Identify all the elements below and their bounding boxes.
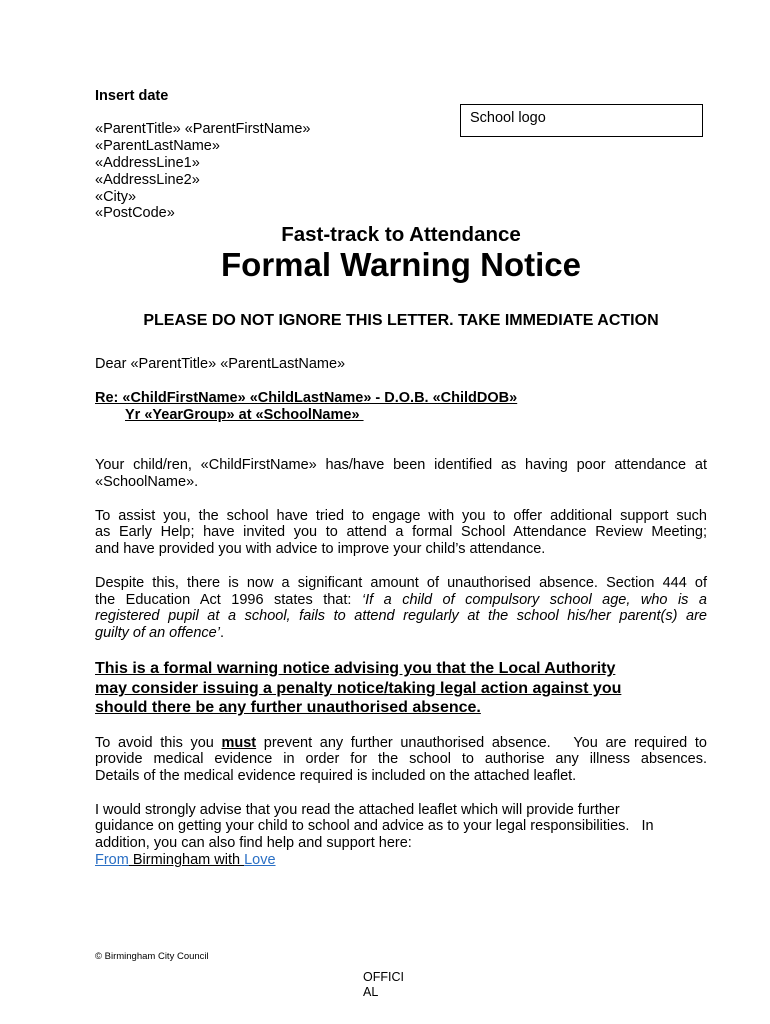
quote-span: ‘If a child of compulsory school age, who is a — [361, 592, 707, 608]
address-line: «AddressLine2» — [95, 172, 200, 188]
text-span: . — [219, 625, 224, 641]
paragraph-line: I would strongly advise that you read the attached leaflet which will provide further — [95, 802, 620, 818]
paragraph-line — [95, 592, 707, 609]
link-middle-text: Birmingham with — [128, 852, 245, 868]
address-line: «PostCode» — [95, 205, 175, 221]
school-logo-label: School logo — [470, 110, 546, 126]
paragraph-line — [95, 735, 707, 752]
paragraph-line: and have provided you with advice to improve your child’s attendance. — [95, 541, 546, 557]
salutation: Dear «ParentTitle» «ParentLastName» — [95, 356, 346, 372]
copyright-notice: © Birmingham City Council — [95, 951, 209, 962]
warning-line: This is a formal warning notice advising you that the Local Authority — [95, 660, 616, 677]
paragraph-line: «SchoolName». — [95, 474, 199, 490]
paragraph-line: as Early Help; have invited you to attend a formal School Attendance Review Meeting; — [95, 524, 707, 540]
page-title: Formal Warning Notice — [221, 246, 581, 283]
paragraph-line: registered pupil at a school, fails to attend regularly at the school his/her parent(s) are — [95, 608, 707, 624]
classification-marking — [363, 970, 404, 999]
quote-span: guilty of an offence’ — [95, 625, 220, 641]
address-line: «ParentLastName» — [95, 138, 220, 154]
paragraph-line: guidance on getting your child to school and advice as to your legal responsibilities. In — [95, 818, 654, 834]
re-line: Re: «ChildFirstName» «ChildLastName» - D.O.B. «ChildDOB» — [95, 390, 518, 406]
classification-line: OFFICI — [363, 970, 404, 984]
address-line: «ParentTitle» «ParentFirstName» — [95, 121, 311, 137]
love-link[interactable]: Love — [244, 852, 276, 868]
must-emphasis: must — [221, 735, 257, 751]
paragraph-line: provide medical evidence in order for the school to authorise any illness absences. — [95, 751, 707, 767]
school-logo-placeholder — [460, 104, 703, 137]
subtitle: Fast-track to Attendance — [281, 223, 521, 246]
text-span: prevent any further unauthorised absence. You are required to — [256, 735, 707, 751]
warning-line: may consider issuing a penalty notice/taking legal action against you — [95, 680, 622, 697]
paragraph-line: Despite this, there is now a significant amount of unauthorised absence. Section 444 of — [95, 575, 707, 591]
paragraph-line: Your child/ren, «ChildFirstName» has/have been identified as having poor attendance at — [95, 457, 707, 473]
from-link[interactable]: From — [95, 852, 129, 868]
warning-line: should there be any further unauthorised absence. — [95, 699, 481, 716]
paragraph-line — [95, 625, 707, 642]
classification-line: AL — [363, 984, 379, 999]
re-line-year: Yr «YearGroup» at «SchoolName» — [125, 407, 364, 423]
alert-heading: PLEASE DO NOT IGNORE THIS LETTER. TAKE IMMEDIATE ACTION — [143, 312, 659, 329]
paragraph-line: Details of the medical evidence required is included on the attached leaflet. — [95, 768, 577, 784]
paragraph-line: addition, you can also find help and support here: — [95, 835, 412, 851]
address-line: «AddressLine1» — [95, 155, 200, 171]
insert-date: Insert date — [95, 88, 169, 104]
address-line: «City» — [95, 189, 137, 205]
text-span: To avoid this you — [95, 735, 222, 751]
help-link-line — [95, 852, 707, 869]
text-span: the Education Act 1996 states that: — [95, 592, 362, 608]
paragraph-line: To assist you, the school have tried to engage with you to offer additional support such — [95, 508, 707, 524]
